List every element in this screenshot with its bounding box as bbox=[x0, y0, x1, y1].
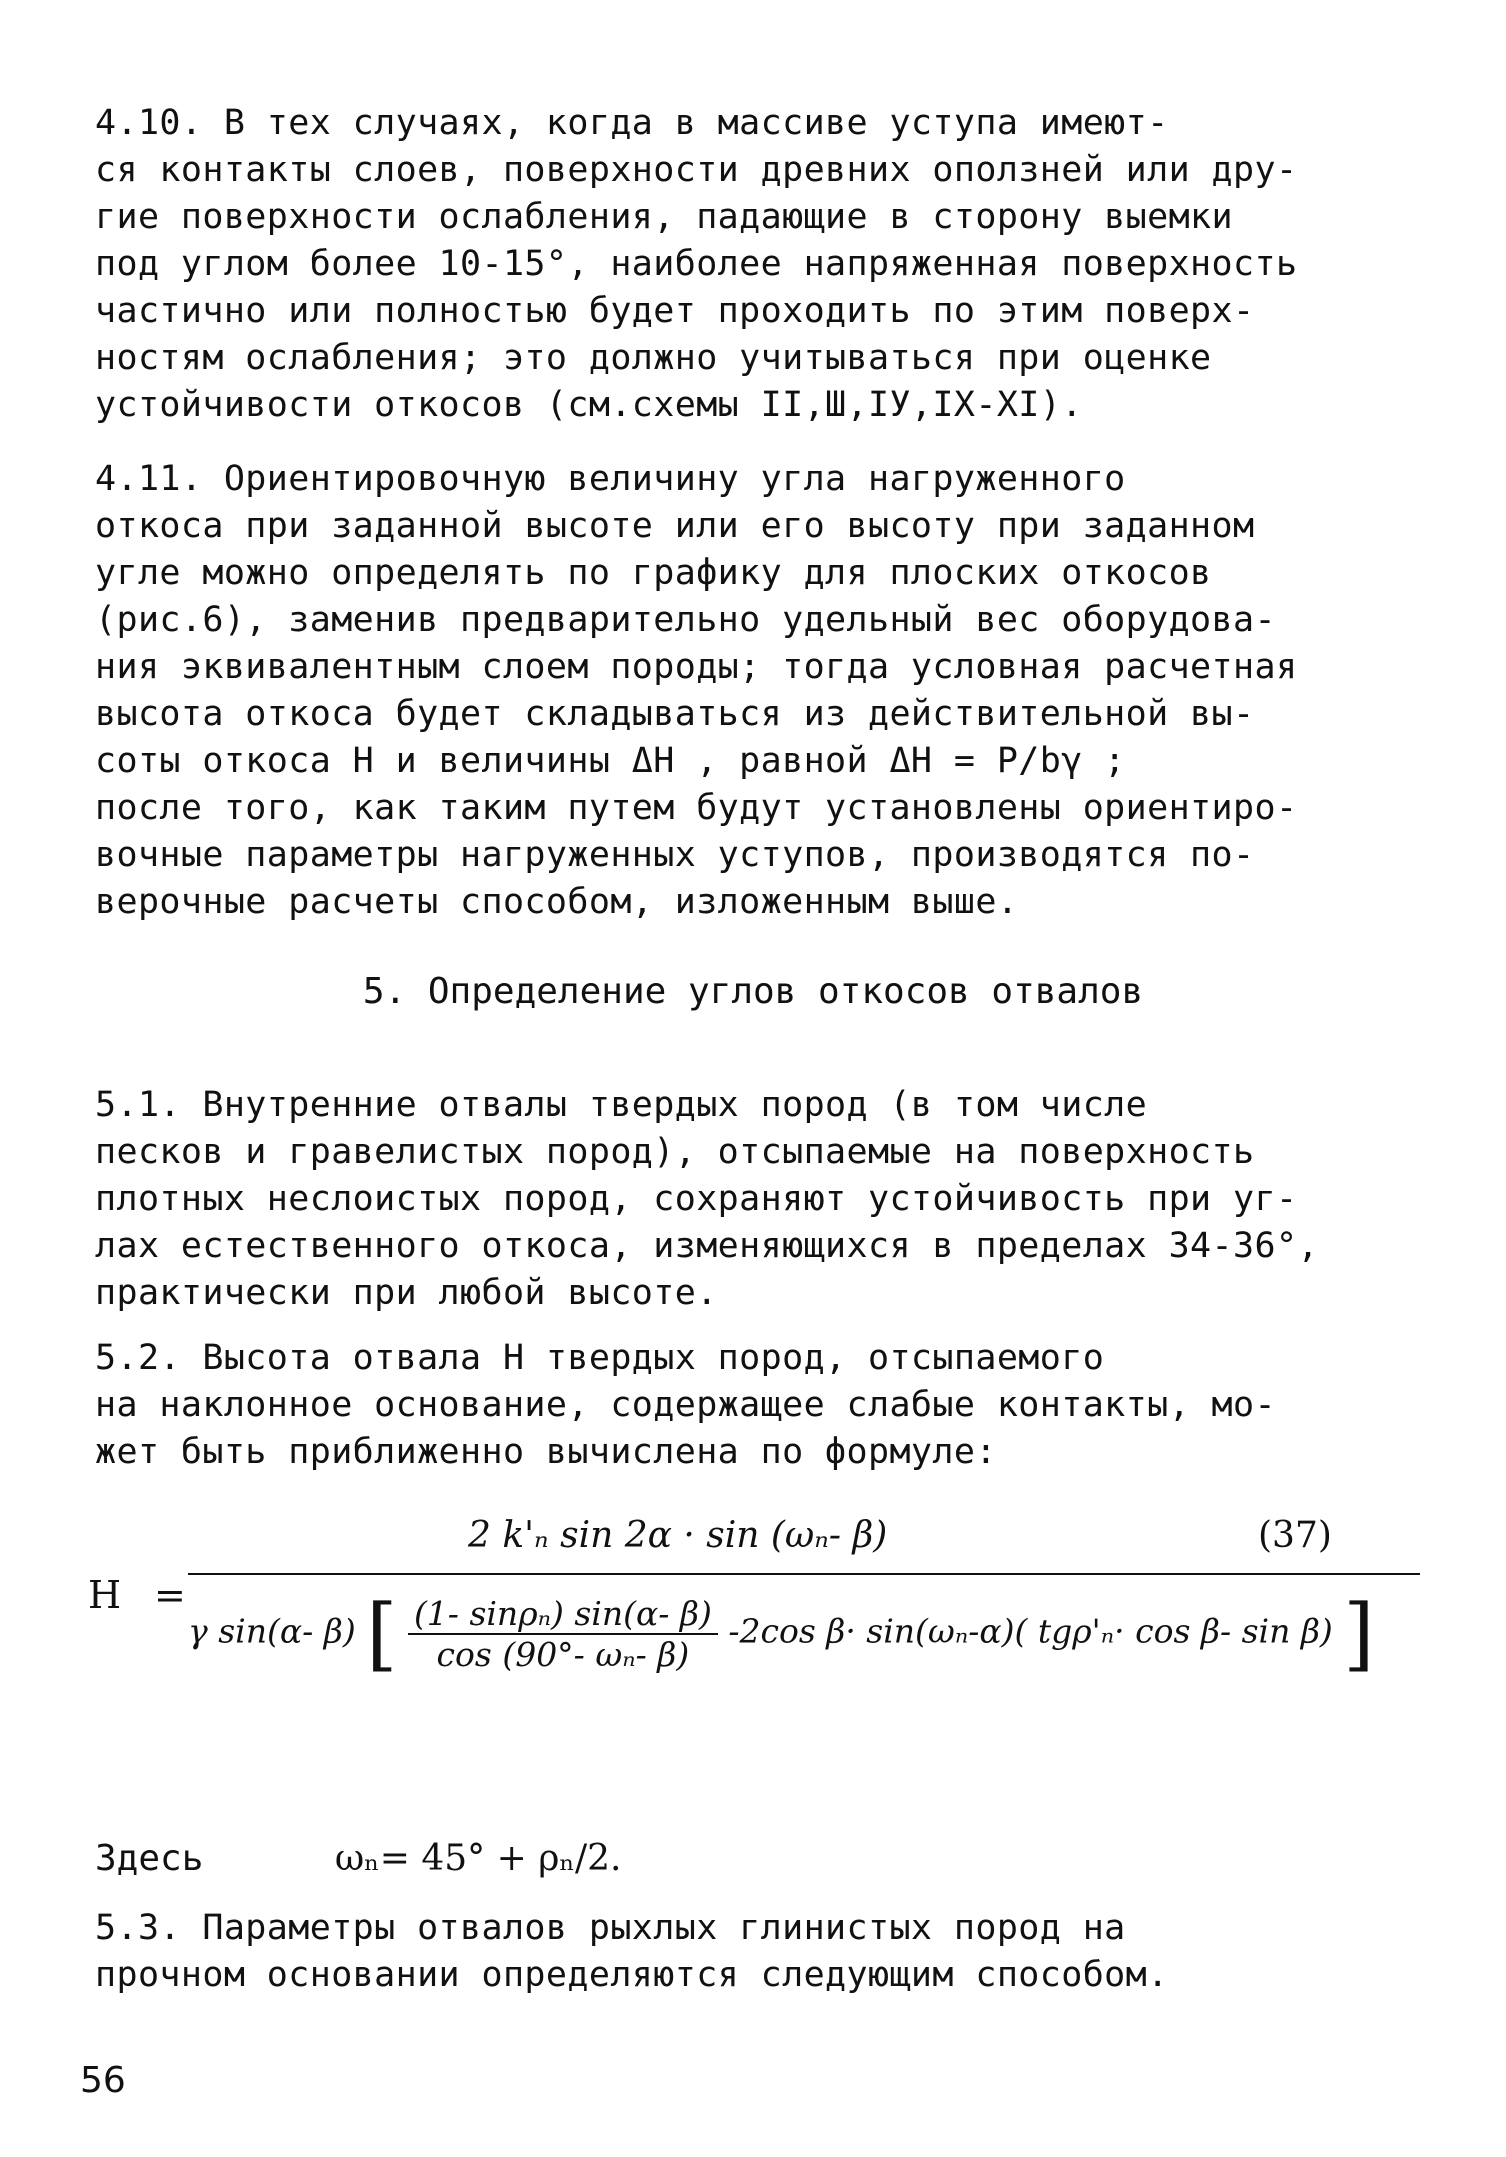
inner-fraction bbox=[408, 1594, 718, 1674]
text-line: прочном основании определяются следующим способом. bbox=[95, 1955, 1169, 1995]
formula-lhs: H bbox=[88, 1573, 122, 1617]
text-line: соты откоса H и величины ΔH , равной ΔH = P/bγ ; bbox=[95, 741, 1126, 781]
text-line: вочные параметры нагруженных уступов, производятся по- bbox=[95, 835, 1255, 875]
text-line: жет быть приближенно вычислена по формуле: bbox=[95, 1432, 997, 1472]
text-line: 4.10. В тех случаях, когда в массиве уступа имеют- bbox=[95, 103, 1169, 143]
text-line: верочные расчеты способом, изложенным выше. bbox=[95, 882, 1019, 922]
text-line: 5.2. Высота отвала H твердых пород, отсыпаемого bbox=[95, 1338, 1105, 1378]
text-line: 4.11. Ориентировочную величину угла нагруженного bbox=[95, 459, 1126, 499]
text-line: гие поверхности ослабления, падающие в сторону выемки bbox=[95, 197, 1234, 237]
text-line: ния эквивалентным слоем породы; тогда условная расчетная bbox=[95, 647, 1298, 687]
text-line: 5.1. Внутренние отвалы твердых пород (в том числе bbox=[95, 1085, 1148, 1125]
text-line: 5.3. Параметры отвалов рыхлых глинистых пород на bbox=[95, 1908, 1126, 1948]
right-bracket: ] bbox=[1343, 1587, 1375, 1680]
equation-number: (37) bbox=[1258, 1515, 1332, 1556]
text-line: песков и гравелистых пород), отсыпаемые на поверхность bbox=[95, 1132, 1255, 1172]
where-line bbox=[95, 1838, 621, 1879]
where-label: Здесь bbox=[95, 1838, 204, 1879]
text-line: высота откоса будет складываться из действительной вы- bbox=[95, 694, 1255, 734]
text-line: практически при любой высоте. bbox=[95, 1273, 718, 1313]
formula-numerator: 2 k'ₙ sin 2α · sin (ωₙ- β) bbox=[468, 1515, 888, 1556]
paragraph-4-11 bbox=[95, 456, 1415, 926]
text-line: устойчивости откосов (см.схемы II,Ш,IУ,IX-XI). bbox=[95, 385, 1083, 425]
where-expression: ωₙ= 45° + ρₙ/2. bbox=[334, 1838, 622, 1879]
text-line: на наклонное основание, содержащее слабые контакты, мо- bbox=[95, 1385, 1276, 1425]
text-line: плотных неслоистых пород, сохраняют устойчивость при уг- bbox=[95, 1179, 1298, 1219]
paragraph-4-10 bbox=[95, 100, 1415, 429]
text-line: после того, как таким путем будут установлены ориентиро- bbox=[95, 788, 1298, 828]
paragraph-5-2 bbox=[95, 1335, 1415, 1476]
inner-numerator: (1- sinρₙ) sin(α- β) bbox=[408, 1594, 718, 1635]
text-line: ся контакты слоев, поверхности древних оползней или дру- bbox=[95, 150, 1298, 190]
text-line: лах естественного откоса, изменяющихся в пределах 34-36°, bbox=[95, 1226, 1319, 1266]
paragraph-5-1 bbox=[95, 1082, 1415, 1317]
fraction-bar bbox=[188, 1573, 1420, 1575]
text-line: откоса при заданной высоте или его высоту при заданном bbox=[95, 506, 1255, 546]
text-line: под углом более 10-15°, наиболее напряженная поверхность bbox=[95, 244, 1298, 284]
page-number: 56 bbox=[80, 2060, 126, 2101]
formula-denominator bbox=[188, 1587, 1375, 1680]
denominator-prefix: γ sin(α- β) bbox=[188, 1611, 356, 1651]
formula-equals: = bbox=[154, 1573, 186, 1617]
text-line: (рис.6), заменив предварительно удельный вес оборудова- bbox=[95, 600, 1276, 640]
denominator-suffix: -2cos β· sin(ωₙ-α)( tgρ'ₙ· cos β- sin β) bbox=[728, 1611, 1333, 1651]
text-line: частично или полностью будет проходить по этим поверх- bbox=[95, 291, 1255, 331]
text-line: угле можно определять по графику для плоских откосов bbox=[95, 553, 1212, 593]
formula-37 bbox=[88, 1515, 1418, 1705]
text-line: ностям ослабления; это должно учитываться при оценке bbox=[95, 338, 1212, 378]
left-bracket: [ bbox=[366, 1587, 398, 1680]
inner-denominator: cos (90°- ωₙ- β) bbox=[436, 1634, 690, 1674]
section-heading: 5. Определение углов откосов отвалов bbox=[362, 971, 1144, 1012]
paragraph-5-3 bbox=[95, 1905, 1415, 1999]
